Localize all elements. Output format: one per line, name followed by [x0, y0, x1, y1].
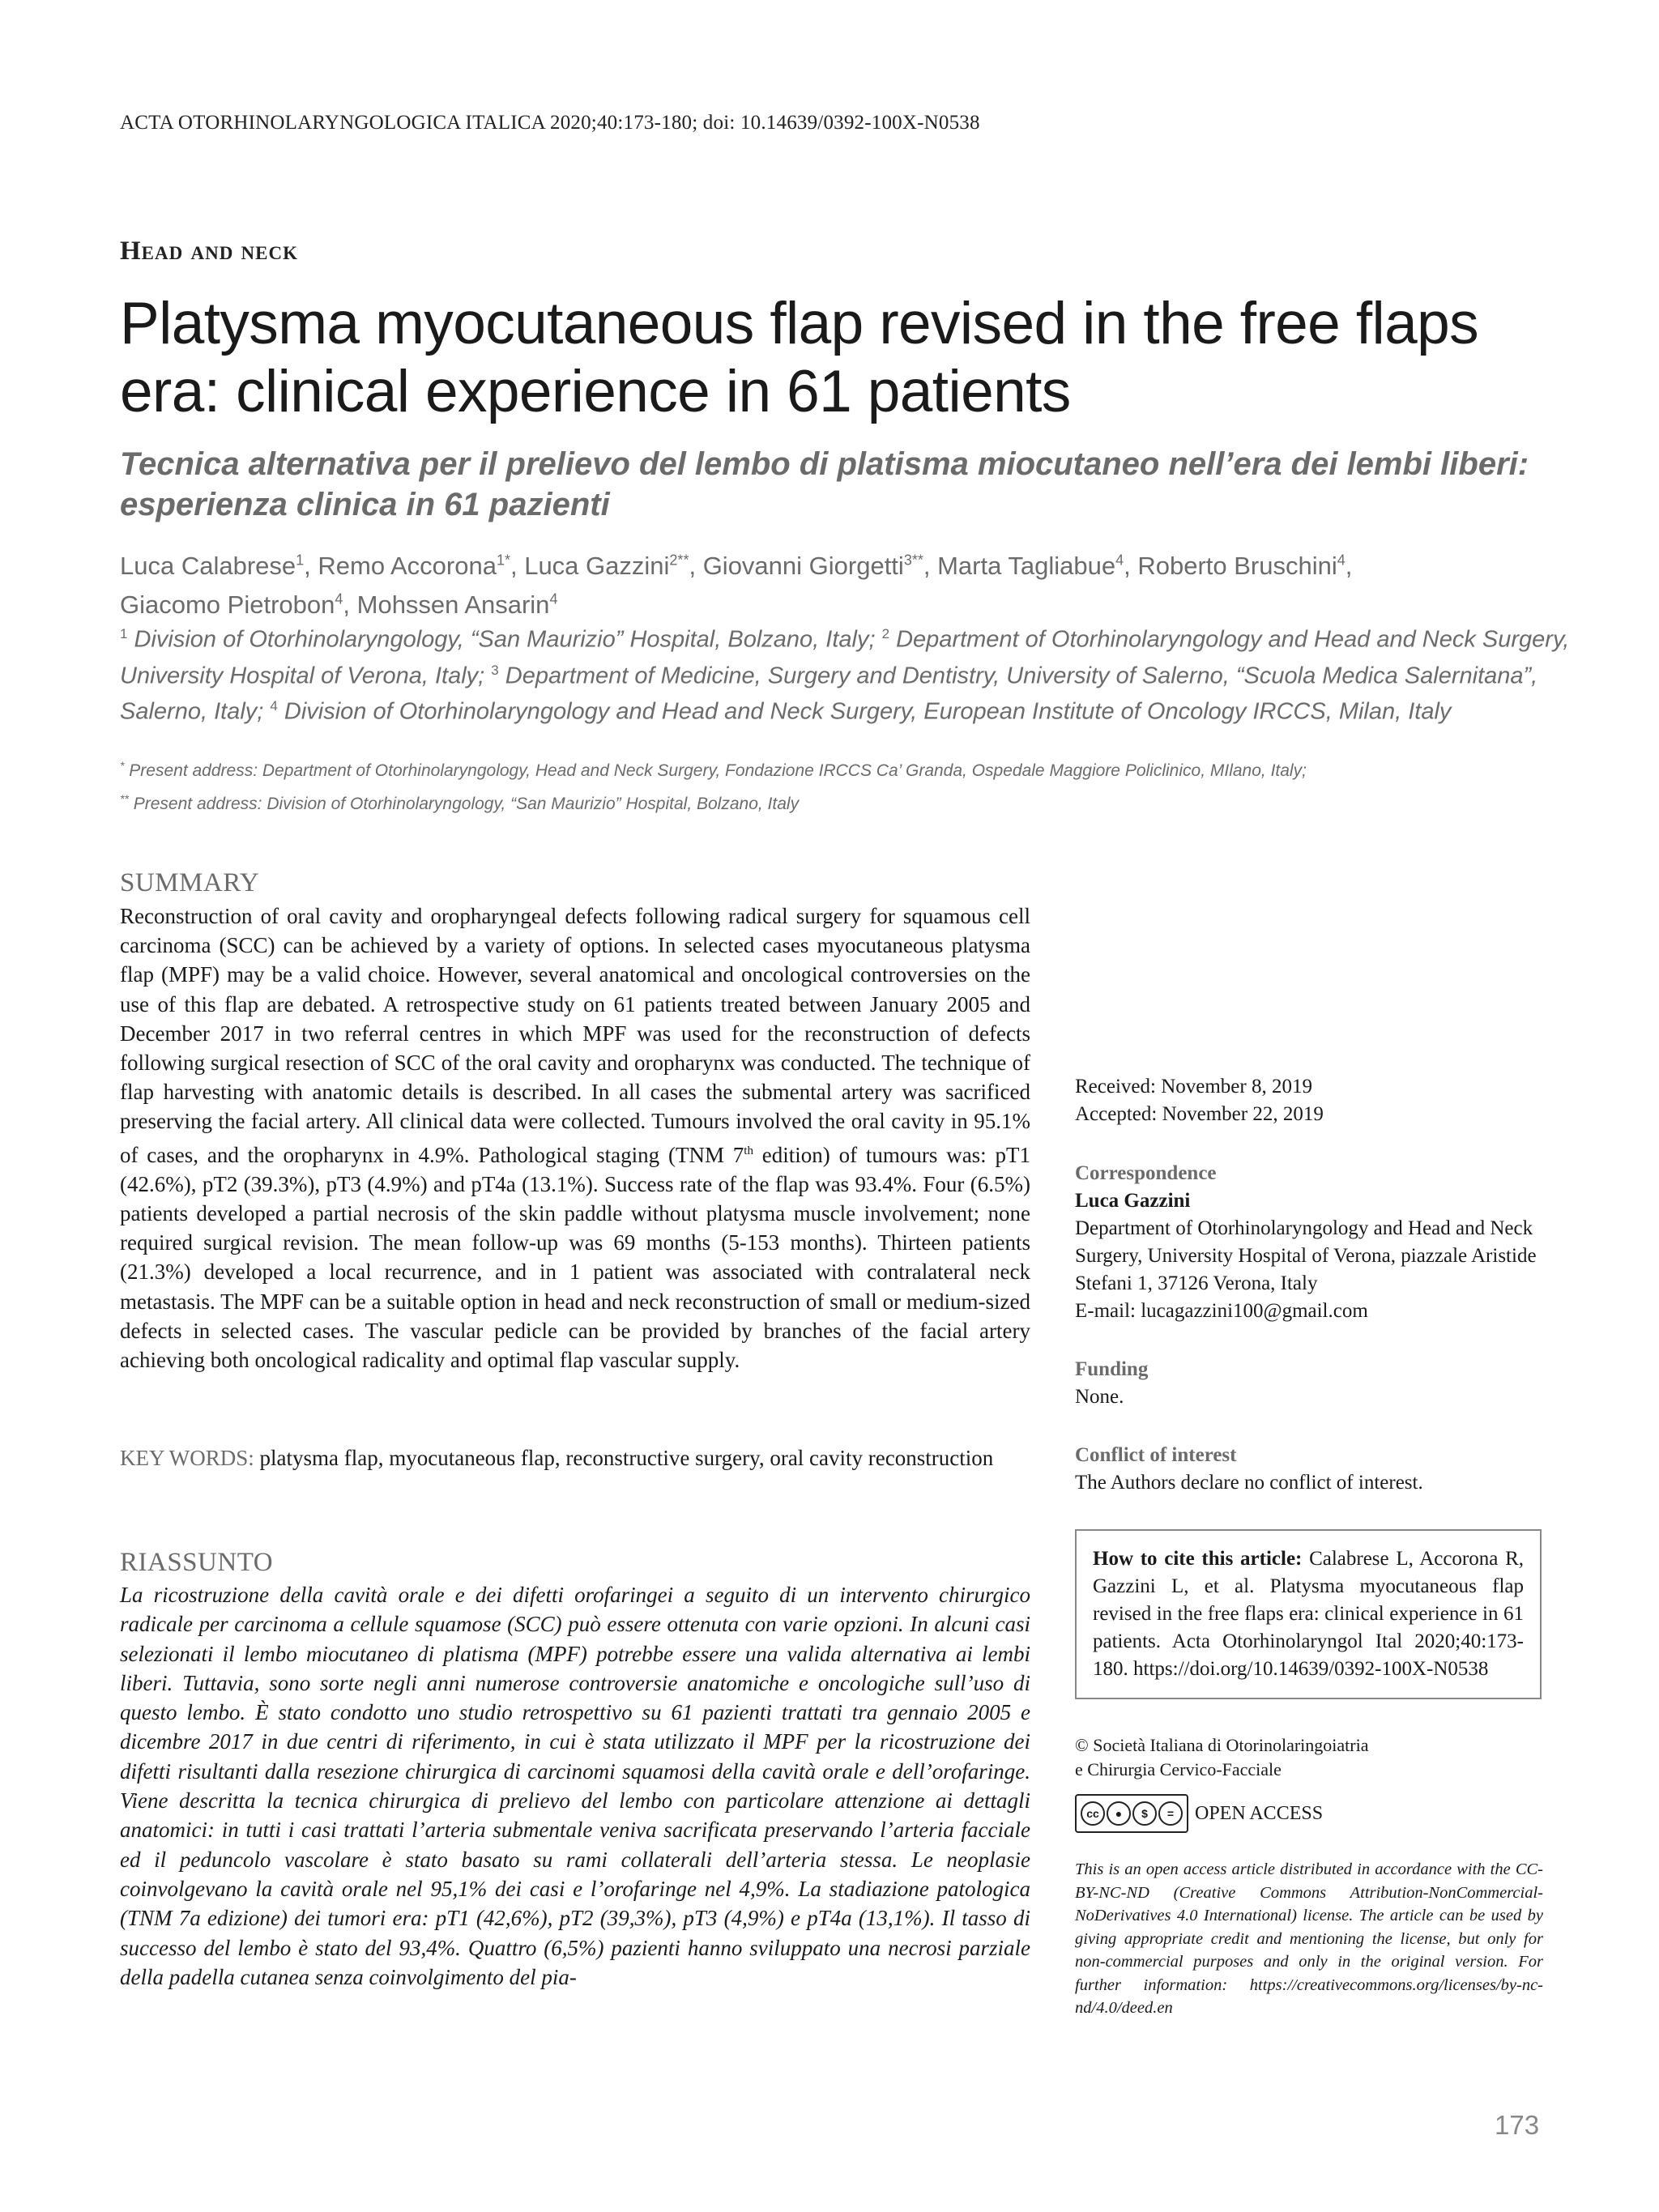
correspondence-email[interactable]: E-mail: lucagazzini100@gmail.com — [1075, 1300, 1368, 1322]
accepted-date: Accepted: November 22, 2019 — [1075, 1103, 1324, 1125]
author: Giacomo Pietrobon$^4$, — [120, 590, 357, 619]
funding-text: None. — [1075, 1386, 1124, 1408]
funding-label: Funding — [1075, 1358, 1149, 1380]
cc-license-icon[interactable] — [1075, 1794, 1188, 1833]
author: Giovanni Giorgetti$^{3**}$, — [702, 552, 938, 581]
section-label: Head and neck — [120, 237, 299, 266]
coi-text: The Authors declare no conflict of interest. — [1075, 1472, 1423, 1494]
author-list — [120, 544, 1578, 621]
article-subtitle: Tecnica alternativa per il prelievo del lembo di platisma miocutaneo nell’era dei lembi liberi: esperienza clinica in 61 pazienti — [120, 446, 1529, 522]
author: Remo Accorona$^{1*}$, — [318, 552, 525, 581]
conflict-of-interest — [1075, 1442, 1543, 1497]
cite-text: Calabrese L, Accorona R, Gazzini L, et al. Platysma myocutaneous flap revised in the free flaps era: clinical experience in 61 patients. Acta Otorhinolaryngol Ital 2020;40:173-180. https://doi.org/10.14639/0392-100X-N0538 — [1093, 1548, 1524, 1680]
correspondence-label: Correspondence — [1075, 1162, 1217, 1184]
author: Luca Calabrese$^1$, — [120, 552, 318, 581]
present-address: * Present address: Department of Otorhinolaryngology, Head and Neck Surgery, Fondazione IRCCS Ca’ Granda, Ospedale Maggiore Policlinico, MIlano, Italy; — [120, 759, 1307, 780]
riassunto-heading: RIASSUNTO — [120, 1548, 274, 1577]
article-title: Platysma myocutaneous flap revised in the free flaps era: clinical experience in 61 patients — [120, 291, 1479, 424]
by-icon: ● — [1107, 1801, 1131, 1826]
cc-icon: cc — [1081, 1801, 1105, 1826]
coi-label: Conflict of interest — [1075, 1444, 1237, 1466]
nc-icon: $ — [1132, 1801, 1157, 1826]
page-number: 173 — [1495, 2110, 1540, 2140]
author: Luca Gazzini$^{2**}$, — [524, 552, 703, 581]
correspondence-name: Luca Gazzini — [1075, 1190, 1191, 1212]
keywords: KEY WORDS: platysma flap, myocutaneous flap, reconstructive surgery, oral cavity reconstruction — [120, 1446, 994, 1470]
nd-icon: = — [1158, 1801, 1183, 1826]
present-addresses — [120, 752, 1578, 818]
open-access-row — [1075, 1794, 1323, 1833]
riassunto-text: La ricostruzione della cavità orale e dei difetti orofaringei a seguito di un intervento chirurgico radicale per carcinoma a cellule squamose (SCC) può essere ottenuta con varie opzioni. In alcuni casi selezionati il lembo miocutaneo di platisma (MPF) potrebbe essere una valida alternativa ai lembi liberi. Tuttavia, sono sorte negli anni numerose controversie anatomiche e oncologiche sull’uso di questo lembo. È stato condotto uno studio retrospettivo su 61 pazienti trattati tra gennaio 2005 e dicembre 2017 in due centri di riferimento, in cui è stata utilizzato il MPF per la ricostruzione dei difetti risultanti dalla resezione chirurgica di carcinomi squamosi della cavità orale e dell’orofaringe. Viene descritta la tecnica chirurgica di prelievo del lembo con particolare attenzione ai dettagli anatomici: in tutti i casi trattati l’arteria submentale veniva sacrificata preservando l’arteria facciale ed il peduncolo vascolare è stato basato su rami collaterali dell’arteria stessa. Le neoplasie coinvolgevano la cavità orale nel 95,1% dei casi e l’orofaringe nel 4,9%. La stadiazione patologica (TNM 7a edizione) dei tumori era: pT1 (42,6%), pT2 (39,3%), pT3 (4,9%) e pT4a (13,1%). Il tasso di successo del lembo è stato del 93,4%. Quattro (6,5%) pazienti hanno sviluppato una necrosi parziale della padella cutanea senza coinvolgimento del pia- — [120, 1583, 1030, 1989]
present-address: ** Present address: Division of Otorhinolaryngology, “San Maurizio” Hospital, Bolzano, Italy — [120, 792, 800, 813]
author: Marta Tagliabue$^4$, — [937, 552, 1138, 581]
received-date: Received: November 8, 2019 — [1075, 1076, 1312, 1097]
open-access-label: OPEN ACCESS — [1195, 1802, 1324, 1824]
correspondence — [1075, 1160, 1543, 1325]
cite-label: How to cite this article: — [1093, 1548, 1303, 1570]
keywords-label: KEY WORDS: — [120, 1446, 254, 1470]
summary-text: Reconstruction of oral cavity and oropharyngeal defects following radical surgery for squamous cell carcinoma (SCC) can be achieved by a variety of options. In selected cases myocutaneous platysma flap (MPF) may be a valid choice. However, several anatomical and oncological controversies on the use of this flap are debated. A retrospective study on 61 patients treated between January 2005 and December 2017 in two referral centres in which MPF was used for the reconstruction of defects following surgical resection of SCC of the oral cavity and oropharynx was conducted. The technique of flap harvesting with anatomic details is described. In all cases the submental artery was sacrificed preserving the facial artery. All clinical data were collected. Tumours involved the oral cavity in 95.1% of cases, and the oropharynx in 4.9%. Pathological staging (TNM 7th edition) of tumours was: pT1 (42.6%), pT2 (39.3%), pT3 (4.9%) and pT4a (13.1%). Success rate of the flap was 93.4%. Four (6.5%) patients developed a partial necrosis of the skin paddle without platysma muscle involvement; none required surgical revision. The mean follow-up was 69 months (5-153 months). Thirteen patients (21.3%) developed a local recurrence, and in 1 patient was associated with contralateral neck metastasis. The MPF can be a suitable option in head and neck reconstruction of small or medium-sized defects in selected cases. The vascular pedicle can be provided by branches of the facial artery achieving both oncological radicality and optimal flap vascular supply. — [120, 904, 1030, 1373]
copyright: © Società Italiana di Otorinolaringoiatria e Chirurgia Cervico-Facciale — [1075, 1735, 1369, 1779]
funding — [1075, 1356, 1543, 1411]
correspondence-address: Department of Otorhinolaryngology and Head and Neck Surgery, University Hospital of Verona, piazzale Aristide Stefani 1, 37126 Verona, Italy — [1075, 1217, 1537, 1294]
author: Mohssen Ansarin$^4$ — [356, 590, 558, 619]
affiliations: $^1$ Division of Otorhinolaryngology, “San Maurizio” Hospital, Bolzano, Italy; $^2$ Department of Otorhinolaryngology and Head and Neck Surgery, University Hospital of Verona, Italy; $^3$ Department of Medicine, Surgery and Dentistry, University of Salerno, “Scuola Medica Salernitana”, Salerno, Italy; $^4$ Division of Otorhinolaryngology and Head and Neck Surgery, European Institute of Oncology IRCCS, Milan, Italy — [120, 626, 1570, 725]
how-to-cite-box — [1075, 1529, 1542, 1699]
journal-header: ACTA OTORHINOLARYNGOLOGICA ITALICA 2020;40:173-180; doi: 10.14639/0392-100X-N0538 — [120, 112, 980, 134]
received-dates — [1075, 1073, 1543, 1128]
license-text: This is an open access article distributed in accordance with the CC-BY-NC-ND (Creative Commons Attribution-NonCommercial-NoDerivatives 4.0 International) license. The article can be used by giving appropriate credit and mentioning the license, but only for non-commercial purposes and only in the original version. For further information: https://creativecommons.org/licenses/by-nc-nd/4.0/deed.en — [1075, 1860, 1543, 2017]
author: Roberto Bruschini$^4$, — [1137, 552, 1353, 581]
summary-heading: SUMMARY — [120, 868, 260, 897]
